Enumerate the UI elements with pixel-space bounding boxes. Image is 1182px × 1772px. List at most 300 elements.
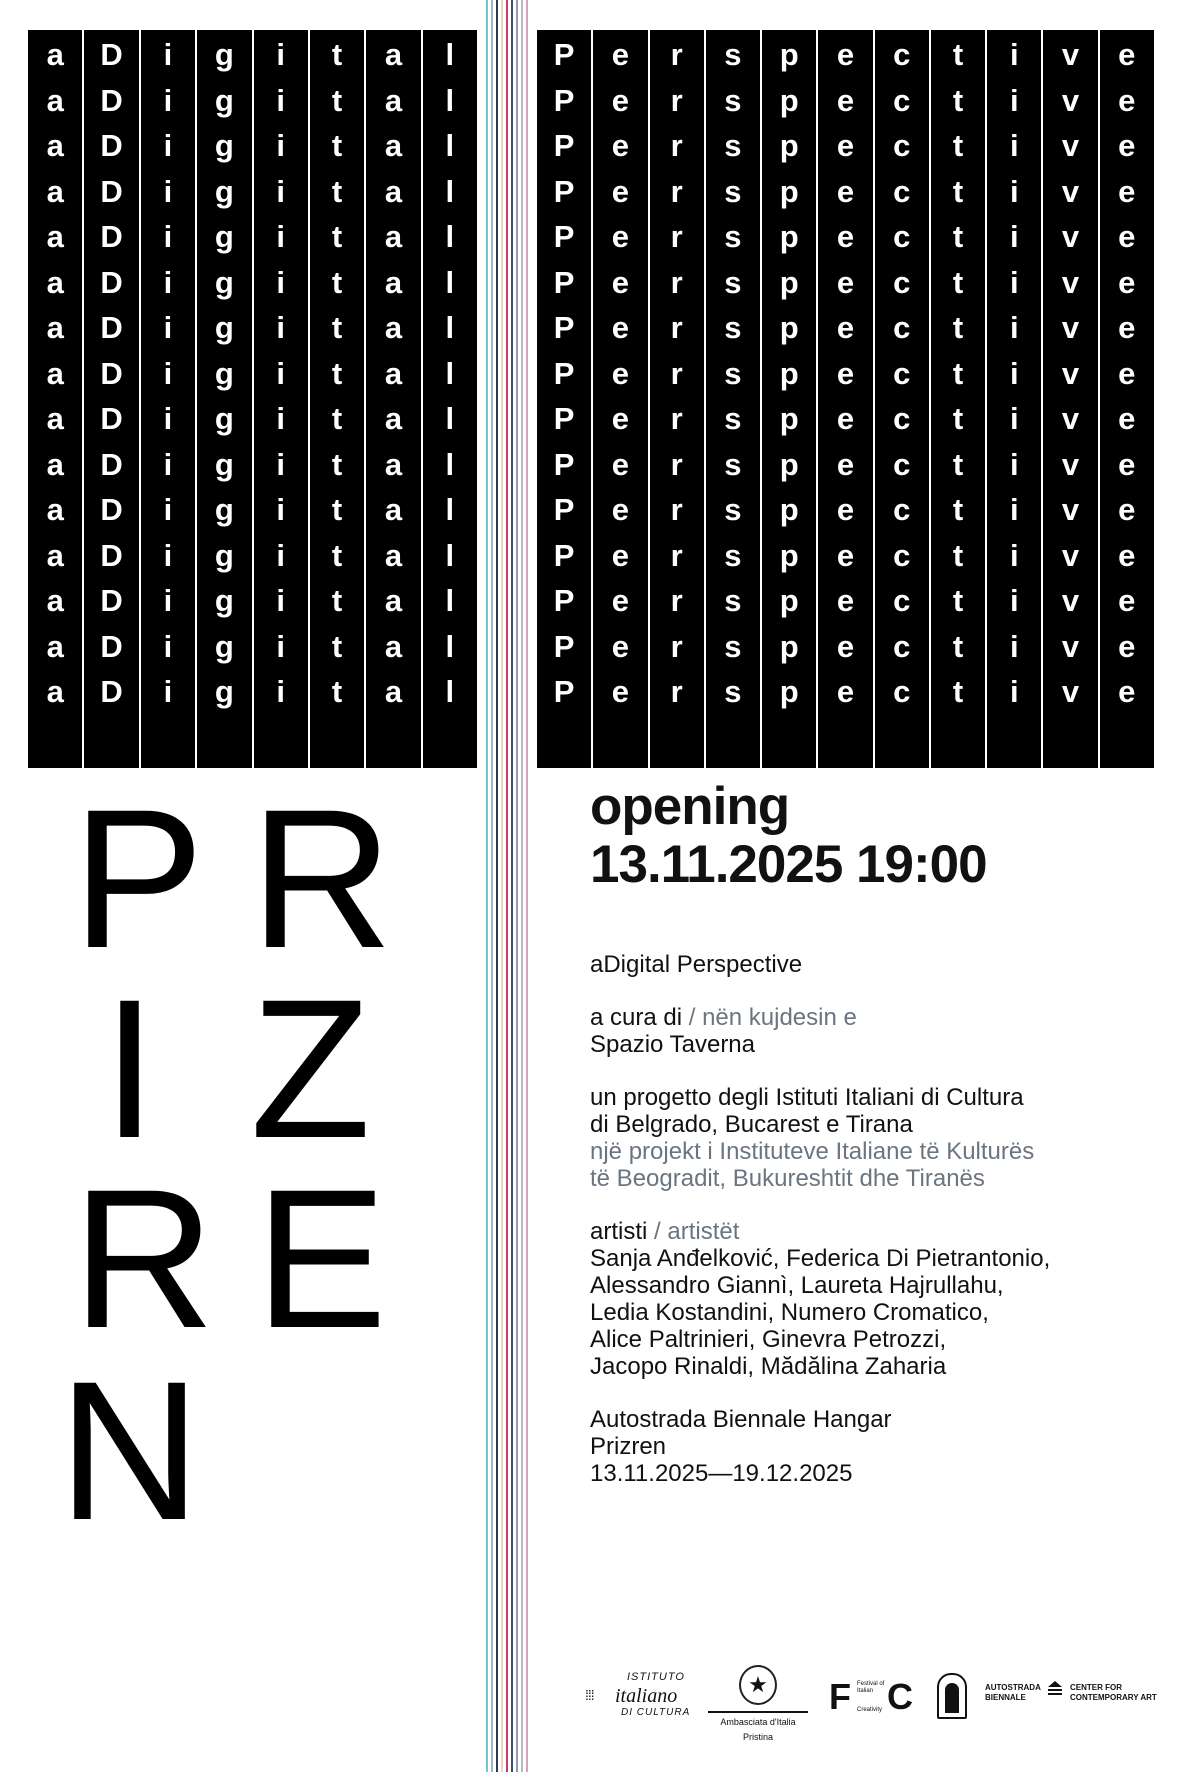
- perspective-letter: e: [836, 128, 855, 163]
- perspective-letter: P: [553, 355, 575, 391]
- perspective-column: [1043, 30, 1097, 768]
- digital-letter: i: [163, 492, 173, 527]
- perspective-letter: s: [724, 446, 742, 482]
- perspective-letter: c: [893, 128, 911, 163]
- perspective-letter: e: [611, 82, 630, 118]
- digital-letter: i: [276, 674, 285, 709]
- digital-column: [366, 30, 420, 768]
- perspective-letter: i: [1009, 264, 1019, 300]
- autostrada-biennale-logo: [985, 1683, 1041, 1703]
- perspective-letter: e: [1118, 37, 1136, 72]
- perspective-letter: t: [952, 355, 964, 391]
- exhibition-title: aDigital Perspective: [590, 950, 803, 978]
- perspective-letter: e: [1118, 583, 1136, 618]
- digital-letter: l: [445, 674, 455, 709]
- digital-letter: a: [384, 446, 403, 482]
- perspective-letter: p: [779, 128, 799, 163]
- perspective-letter: r: [670, 82, 683, 118]
- perspective-letter: P: [553, 674, 575, 709]
- digital-letter: i: [163, 537, 173, 573]
- project-sq-line-1: një projekt i Instituteve Italiane të Kulturës: [590, 1137, 1035, 1165]
- perspective-letter: e: [611, 674, 630, 709]
- perspective-letter: t: [952, 628, 964, 664]
- perspective-letter: c: [893, 674, 911, 709]
- perspective-letter: e: [611, 537, 630, 573]
- perspective-letter: e: [836, 537, 855, 573]
- digital-letter: i: [276, 492, 285, 527]
- perspective-letter: e: [1118, 310, 1136, 345]
- perspective-letter: p: [779, 628, 799, 664]
- perspective-letter: e: [836, 492, 855, 527]
- digital-letter: a: [46, 82, 64, 118]
- digital-letter: t: [331, 128, 343, 163]
- perspective-letter: v: [1061, 401, 1080, 436]
- perspective-letter: r: [670, 37, 683, 72]
- perspective-letter: e: [611, 355, 630, 391]
- digital-letter: l: [445, 492, 455, 527]
- digital-letter: g: [214, 219, 234, 254]
- digital-letter: t: [331, 264, 343, 300]
- perspective-letter: e: [1118, 128, 1136, 163]
- perspective-letter: e: [836, 310, 855, 345]
- digital-letter: i: [276, 583, 285, 618]
- digital-letter: l: [445, 82, 455, 118]
- perspective-letter: i: [1009, 82, 1019, 118]
- digital-letter: a: [384, 37, 403, 72]
- perspective-letter: r: [670, 310, 683, 345]
- perspective-letter: P: [553, 492, 575, 527]
- perspective-letter: P: [553, 537, 575, 573]
- digital-letter: l: [445, 264, 455, 300]
- digital-letter: t: [331, 37, 343, 72]
- artists-line: Jacopo Rinaldi, Mădălina Zaharia: [590, 1352, 947, 1380]
- digital-letter: a: [46, 173, 64, 209]
- perspective-letter: i: [1009, 355, 1019, 391]
- perspective-letter: t: [952, 446, 964, 482]
- digital-letter: a: [46, 128, 64, 163]
- perspective-letter: P: [553, 128, 575, 163]
- digital-letter: D: [100, 401, 123, 436]
- perspective-letter: c: [893, 219, 911, 254]
- digital-letter: g: [214, 355, 234, 391]
- digital-letter: a: [46, 628, 64, 664]
- digital-letter: D: [100, 219, 123, 254]
- perspective-letter: r: [670, 219, 683, 254]
- tiger-icon: [937, 1673, 967, 1719]
- digital-letter: i: [163, 173, 173, 209]
- perspective-letter: e: [1118, 674, 1136, 709]
- perspective-letter: P: [553, 82, 575, 118]
- fc-letter-c: C: [887, 1676, 913, 1717]
- perspective-letter: v: [1061, 583, 1080, 618]
- perspective-letter: e: [836, 173, 855, 209]
- stripe: [511, 0, 513, 1772]
- perspective-letter: t: [952, 219, 964, 254]
- digital-letter: i: [276, 173, 285, 209]
- digital-letter: D: [100, 310, 123, 345]
- perspective-letter: P: [553, 173, 575, 209]
- digital-column: [197, 30, 251, 768]
- digital-letter: t: [331, 219, 343, 254]
- perspective-column: [1100, 30, 1154, 768]
- digital-letter: t: [331, 401, 343, 436]
- perspective-letter: s: [724, 537, 742, 573]
- project-it-line-2: di Belgrado, Bucarest e Tirana: [590, 1110, 913, 1138]
- perspective-letter: c: [893, 82, 911, 118]
- artists-line: Alice Paltrinieri, Ginevra Petrozzi,: [590, 1325, 947, 1353]
- perspective-letter: P: [553, 37, 575, 72]
- perspective-letter: e: [836, 355, 855, 391]
- perspective-letter: e: [836, 674, 855, 709]
- perspective-letter: e: [836, 446, 855, 482]
- perspective-letter: r: [670, 355, 683, 391]
- right-letter-grid: [537, 30, 1154, 768]
- perspective-letter: e: [611, 492, 630, 527]
- perspective-letter: r: [670, 264, 683, 300]
- istituto-italiano-logo: [585, 1669, 695, 1729]
- perspective-letter: t: [952, 401, 964, 436]
- stripe: [521, 0, 523, 1772]
- perspective-letter: e: [1118, 82, 1136, 118]
- digital-letter: i: [163, 583, 173, 618]
- digital-letter: a: [384, 82, 403, 118]
- perspective-letter: c: [893, 628, 911, 664]
- perspective-letter: p: [779, 173, 799, 209]
- perspective-letter: r: [670, 628, 683, 664]
- stripe: [526, 0, 528, 1772]
- perspective-letter: P: [553, 310, 575, 345]
- perspective-letter: s: [724, 37, 742, 72]
- city-letter: I: [102, 958, 158, 1179]
- perspective-letter: c: [893, 583, 911, 618]
- perspective-letter: c: [893, 355, 911, 391]
- perspective-letter: s: [724, 310, 742, 345]
- perspective-letter: P: [553, 628, 575, 664]
- perspective-letter: e: [836, 401, 855, 436]
- perspective-letter: e: [611, 128, 630, 163]
- perspective-letter: e: [611, 446, 630, 482]
- digital-letter: D: [100, 492, 123, 527]
- perspective-letter: p: [779, 446, 799, 482]
- digital-letter: l: [445, 355, 455, 391]
- digital-letter: a: [384, 628, 403, 664]
- partner-logos: [585, 1665, 1165, 1755]
- stripe: [486, 0, 488, 1772]
- perspective-letter: e: [611, 628, 630, 664]
- stripe: [491, 0, 493, 1772]
- perspective-letter: p: [779, 583, 799, 618]
- perspective-letter: t: [952, 37, 964, 72]
- perspective-letter: t: [952, 583, 964, 618]
- curated-by: [590, 1004, 1170, 1031]
- digital-letter: i: [276, 82, 285, 118]
- perspective-letter: e: [1118, 492, 1136, 527]
- perspective-letter: e: [611, 310, 630, 345]
- perspective-letter: c: [893, 264, 911, 300]
- cca-text-1: CENTER FOR: [1070, 1683, 1122, 1692]
- perspective-column: [875, 30, 929, 768]
- perspective-letter: p: [779, 492, 799, 527]
- perspective-letter: i: [1009, 492, 1019, 527]
- digital-letter: D: [100, 674, 123, 709]
- artists-line: Alessandro Giannì, Laureta Hajrullahu,: [590, 1271, 1004, 1299]
- digital-letter: g: [214, 128, 234, 163]
- perspective-letter: r: [670, 537, 683, 573]
- digital-letter: i: [163, 310, 173, 345]
- city-letter: R: [72, 1148, 215, 1369]
- digital-letter: a: [46, 310, 64, 345]
- perspective-letter: i: [1009, 310, 1019, 345]
- curated-label-sq: / nën kujdesin e: [682, 1003, 857, 1031]
- perspective-letter: e: [1118, 355, 1136, 391]
- digital-column: [28, 30, 82, 768]
- perspective-letter: t: [952, 537, 964, 573]
- digital-letter: i: [163, 128, 173, 163]
- digital-letter: l: [445, 173, 455, 209]
- digital-letter: i: [276, 310, 285, 345]
- digital-column: [84, 30, 138, 768]
- digital-letter: a: [384, 128, 403, 163]
- perspective-letter: P: [553, 446, 575, 482]
- digital-letter: g: [214, 401, 234, 436]
- digital-letter: i: [276, 37, 285, 72]
- perspective-letter: e: [1118, 173, 1136, 209]
- digital-letter: g: [214, 537, 234, 573]
- perspective-letter: e: [836, 583, 855, 618]
- perspective-letter: i: [1009, 219, 1019, 254]
- perspective-column: [818, 30, 872, 768]
- perspective-letter: v: [1061, 628, 1080, 664]
- perspective-column: [931, 30, 985, 768]
- digital-letter: t: [331, 355, 343, 391]
- perspective-letter: v: [1061, 264, 1080, 300]
- cca-text-2: CONTEMPORARY ART: [1070, 1693, 1157, 1702]
- digital-letter: l: [445, 37, 455, 72]
- digital-letter: D: [100, 583, 123, 618]
- digital-letter: g: [214, 628, 234, 664]
- digital-letter: i: [163, 446, 173, 482]
- perspective-letter: s: [724, 492, 742, 527]
- perspective-letter: s: [724, 173, 742, 209]
- perspective-letter: v: [1061, 537, 1080, 573]
- emblem-icon: [739, 1665, 777, 1705]
- digital-letter: a: [46, 355, 64, 391]
- opening-datetime: 13.11.2025 19:00: [590, 835, 987, 894]
- digital-letter: i: [163, 355, 173, 391]
- city-letter: P: [72, 768, 205, 989]
- stripe: [496, 0, 498, 1772]
- perspective-letter: i: [1009, 401, 1019, 436]
- perspective-letter: r: [670, 492, 683, 527]
- perspective-letter: t: [952, 310, 964, 345]
- digital-letter: a: [46, 537, 64, 573]
- digital-letter: D: [100, 128, 123, 163]
- perspective-letter: i: [1009, 446, 1019, 482]
- digital-letter: a: [384, 401, 403, 436]
- perspective-letter: v: [1061, 446, 1080, 482]
- digital-letter: i: [163, 219, 173, 254]
- digital-letter: i: [276, 264, 285, 300]
- perspective-letter: c: [893, 537, 911, 573]
- perspective-letter: r: [670, 173, 683, 209]
- perspective-letter: i: [1009, 628, 1019, 664]
- perspective-letter: i: [1009, 37, 1019, 72]
- perspective-letter: p: [779, 401, 799, 436]
- project-sq-line-2: të Beogradit, Bukureshtit dhe Tiranës: [590, 1164, 985, 1192]
- digital-letter: D: [100, 446, 123, 482]
- perspective-letter: P: [553, 264, 575, 300]
- ambasciata-text-2: Pristina: [742, 1732, 773, 1742]
- city-name-block: [30, 768, 450, 1580]
- perspective-letter: r: [670, 401, 683, 436]
- fc-letter-f: F: [829, 1676, 851, 1717]
- digital-letter: i: [276, 537, 285, 573]
- perspective-letter: s: [724, 628, 742, 664]
- digital-letter: g: [214, 310, 234, 345]
- digital-letter: g: [214, 37, 234, 72]
- perspective-letter: p: [779, 537, 799, 573]
- curated-label-it: a cura di: [590, 1003, 683, 1031]
- perspective-letter: e: [836, 219, 855, 254]
- digital-letter: l: [445, 128, 455, 163]
- perspective-letter: i: [1009, 537, 1019, 573]
- digital-letter: i: [163, 674, 173, 709]
- perspective-letter: v: [1061, 37, 1080, 72]
- iic-text-1: ISTITUTO: [627, 1671, 685, 1683]
- iic-text-2: italiano: [615, 1685, 678, 1707]
- venue-city: Prizren: [590, 1432, 667, 1460]
- artists-line: Sanja Anđelković, Federica Di Pietrantonio,: [590, 1244, 1051, 1272]
- perspective-letter: s: [724, 264, 742, 300]
- artists-heading: [590, 1218, 1170, 1245]
- perspective-letter: p: [779, 264, 799, 300]
- divider: [708, 1711, 808, 1713]
- digital-letter: a: [384, 674, 403, 709]
- perspective-letter: e: [1118, 401, 1136, 436]
- event-info: [590, 777, 1170, 1487]
- perspective-letter: c: [893, 37, 911, 72]
- perspective-column: [593, 30, 647, 768]
- stripe: [516, 0, 518, 1772]
- building-icon: [1045, 1679, 1065, 1699]
- digital-letter: a: [46, 37, 64, 72]
- perspective-letter: v: [1061, 492, 1080, 527]
- ambasciata-text-1: Ambasciata d'Italia: [720, 1717, 796, 1727]
- digital-letter: i: [163, 628, 173, 664]
- ab-text-2: BIENNALE: [985, 1693, 1026, 1702]
- perspective-letter: e: [836, 264, 855, 300]
- perspective-letter: i: [1009, 674, 1019, 709]
- perspective-letter: c: [893, 492, 911, 527]
- digital-letter: g: [214, 583, 234, 618]
- digital-column: [423, 30, 477, 768]
- digital-letter: D: [100, 264, 123, 300]
- perspective-letter: e: [611, 264, 630, 300]
- digital-letter: t: [331, 310, 343, 345]
- digital-letter: i: [163, 264, 173, 300]
- perspective-letter: v: [1061, 355, 1080, 391]
- perspective-column: [762, 30, 816, 768]
- digital-column: [254, 30, 308, 768]
- digital-letter: a: [46, 446, 64, 482]
- digital-letter: i: [276, 128, 285, 163]
- perspective-letter: i: [1009, 173, 1019, 209]
- city-letter: Z: [250, 958, 371, 1179]
- perspective-letter: s: [724, 128, 742, 163]
- digital-letter: i: [276, 446, 285, 482]
- perspective-letter: c: [893, 310, 911, 345]
- perspective-letter: v: [1061, 674, 1080, 709]
- perspective-letter: v: [1061, 82, 1080, 118]
- digital-letter: i: [276, 628, 285, 664]
- artists-label-sq: / artistët: [647, 1217, 740, 1245]
- perspective-letter: v: [1061, 128, 1080, 163]
- digital-letter: D: [100, 628, 123, 664]
- exhibition-dates: 13.11.2025—19.12.2025: [590, 1459, 853, 1487]
- digital-letter: l: [445, 628, 455, 664]
- digital-letter: g: [214, 446, 234, 482]
- perspective-letter: t: [952, 82, 964, 118]
- digital-letter: a: [384, 310, 403, 345]
- city-letter: E: [255, 1148, 388, 1369]
- digital-letter: a: [46, 492, 64, 527]
- perspective-letter: e: [1118, 446, 1136, 482]
- festival-creativity-logo: [829, 1676, 929, 1719]
- perspective-letter: r: [670, 674, 683, 709]
- perspective-letter: p: [779, 37, 799, 72]
- digital-letter: a: [384, 355, 403, 391]
- digital-letter: i: [163, 37, 173, 72]
- digital-letter: t: [331, 628, 343, 664]
- digital-column: [141, 30, 195, 768]
- perspective-letter: p: [779, 219, 799, 254]
- digital-letter: l: [445, 310, 455, 345]
- perspective-letter: r: [670, 583, 683, 618]
- perspective-letter: P: [553, 583, 575, 618]
- project-it-line-1: un progetto degli Istituti Italiani di Cultura: [590, 1083, 1024, 1111]
- perspective-letter: P: [553, 219, 575, 254]
- perspective-letter: t: [952, 173, 964, 209]
- digital-letter: D: [100, 82, 123, 118]
- perspective-letter: r: [670, 128, 683, 163]
- digital-letter: D: [100, 37, 123, 72]
- opening-label: opening: [590, 777, 790, 836]
- digital-letter: a: [384, 583, 403, 618]
- perspective-letter: i: [1009, 583, 1019, 618]
- digital-letter: a: [384, 264, 403, 300]
- perspective-letter: e: [611, 173, 630, 209]
- perspective-letter: e: [611, 583, 630, 618]
- iic-text-3: DI CULTURA: [621, 1707, 691, 1718]
- venue-name: Autostrada Biennale Hangar: [590, 1405, 892, 1433]
- perspective-letter: p: [779, 674, 799, 709]
- digital-letter: a: [46, 219, 64, 254]
- digital-letter: i: [163, 82, 173, 118]
- perspective-column: [706, 30, 760, 768]
- perspective-letter: e: [1118, 264, 1136, 300]
- perspective-column: [650, 30, 704, 768]
- stripe: [506, 0, 508, 1772]
- digital-letter: g: [214, 82, 234, 118]
- digital-letter: a: [46, 264, 64, 300]
- perspective-letter: c: [893, 446, 911, 482]
- perspective-letter: s: [724, 674, 742, 709]
- perspective-letter: c: [893, 401, 911, 436]
- digital-letter: t: [331, 492, 343, 527]
- perspective-letter: c: [893, 173, 911, 209]
- digital-letter: g: [214, 674, 234, 709]
- city-letter: R: [250, 768, 393, 989]
